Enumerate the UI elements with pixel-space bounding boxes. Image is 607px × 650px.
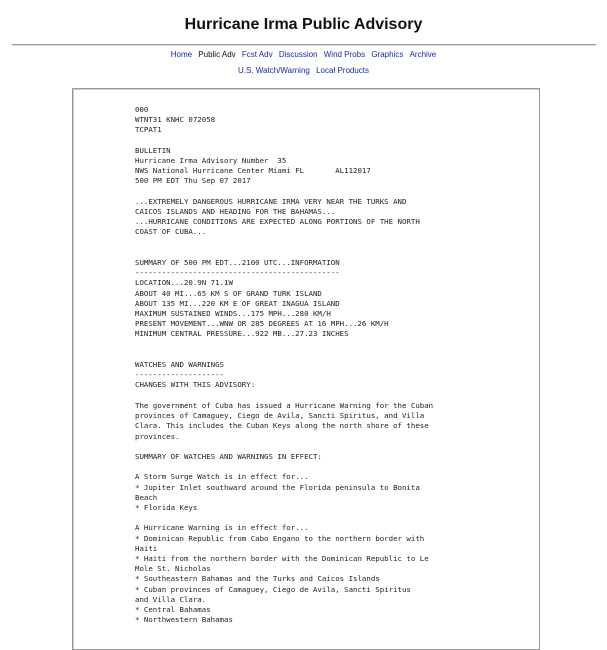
nav-row-2	[0, 66, 607, 75]
page-title: Hurricane Irma Public Advisory	[184, 16, 423, 33]
nav-home[interactable]: Home	[170, 50, 193, 59]
advisory-text: 000 WTNT31 KNHC 072058 TCPAT1 BULLETIN Hurricane Irma Advisory Number 35 NWS National Hurricane Center Miami FL AL112017 500 PM EDT Thu Sep 07 2017 ...EXTREMELY DANGEROUS HURRICANE IRMA VERY NEAR THE TURKS AND CAICOS ISLANDS AND HEADING FOR THE BAHAMAS... ...HURRICANE CONDITIONS ARE EXPECTED ALONG PORTIONS OF THE NORTH COAST OF CUBA... SUMMARY OF 500 PM EDT...2100 UTC...INFORMATION ---------------------------------------------- LOCATION...20.9N 71.1W ABOUT 40 MI...65 KM S OF GRAND TURK ISLAND ABOUT 135 MI...220 KM E OF GREAT INAGUA ISLAND MAXIMUM SUSTAINED WINDS...175 MPH...280 KM/H PRESENT MOVEMENT...WNW OR 285 DEGREES AT 16 MPH...26 KM/H MINIMUM CENTRAL PRESSURE...922 MB...27.23 INCHES WATCHES AND WARNINGS -------------------- CHANGES WITH THIS ADVISORY: The government of Cuba has issued a Hurricane Warning for the Cuban provinces of Camaguey, Ciego de Avila, Sancti Spiritus, and Villa Clara. This includes the Cuban Keys along the north shore of these provinces. SUMMARY OF WATCHES AND WARNINGS IN EFFECT: A Storm Surge Watch is in effect for... * Jupiter Inlet southward around the Florida peninsula to Bonita Beach * Florida Keys A Hurricane Warning is in effect for... * Dominican Republic from Cabo Engano to the northern border with Haiti * Haiti from the northern border with the Dominican Republic to Le Mole St. Nicholas * Southeastern Bahamas and the Turks and Caicos Islands * Cuban provinces of Camaguey, Ciego de Avila, Sancti Spiritus and Villa Clara. * Central Bahamas * Northwestern Bahamas	[135, 105, 434, 625]
advisory-panel	[72, 88, 540, 650]
nav-us-watch-warning[interactable]: U.S. Watch/Warning	[237, 66, 310, 75]
header-divider	[12, 44, 596, 46]
nav-graphics[interactable]: Graphics	[371, 50, 404, 59]
nav-public-adv[interactable]: Public Adv	[198, 50, 236, 59]
nav-wind-probs[interactable]: Wind Probs	[323, 50, 366, 59]
nav-row-1	[0, 50, 607, 59]
nav-discussion[interactable]: Discussion	[278, 50, 318, 59]
nav-archive[interactable]: Archive	[409, 50, 437, 59]
nav-local-products[interactable]: Local Products	[316, 66, 370, 75]
nav-fcst-adv[interactable]: Fcst Adv	[241, 50, 273, 59]
